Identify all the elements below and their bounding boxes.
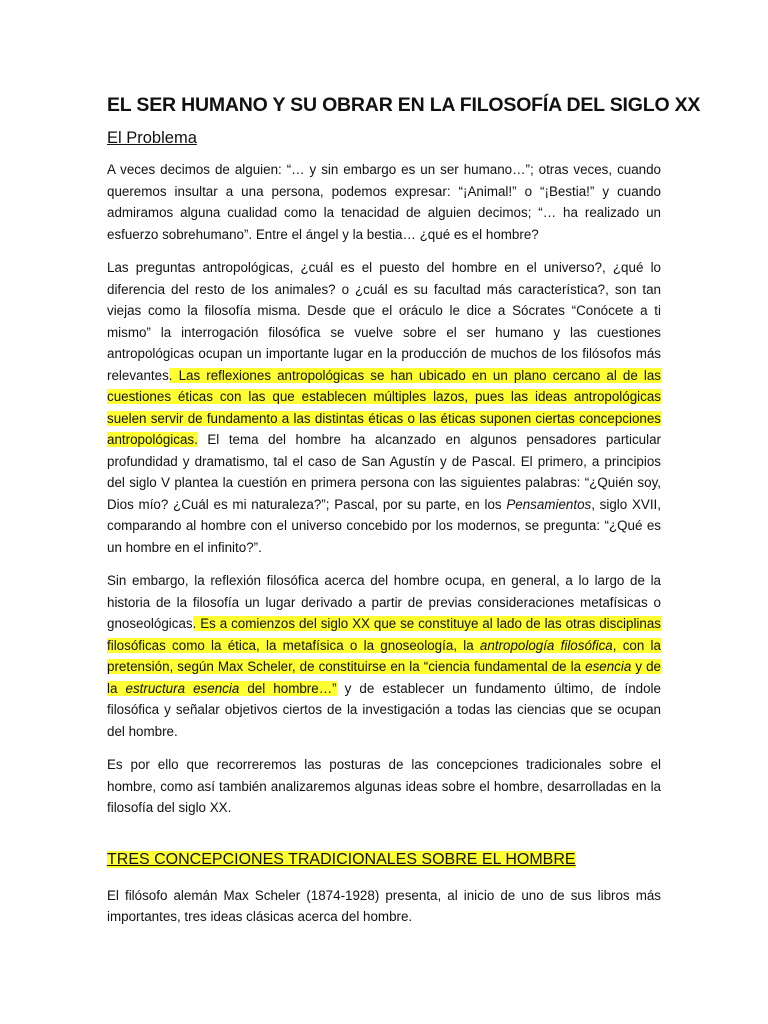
highlighted-text: . Las reflexiones antropológicas se han ubicado en un plano cercano al de las cuestiones éticas con las que establecen múltiples lazos, pues las ideas antropológicas suelen servir de fundamento a las distintas éticas o las éticas suponen ciertas concepciones antropológicas. bbox=[107, 367, 661, 447]
highlight-part: , con la pretensión, según Max Scheler, de constituirse en la “ciencia fundamental de la bbox=[107, 637, 661, 674]
highlight-part: . Es a comienzos del siglo XX que se constituye al lado de las otras disciplinas filosóficas como la ética, la metafísica o la gnoseología, la bbox=[107, 616, 661, 653]
section-subtitle: El Problema bbox=[107, 129, 197, 147]
italic-text: esencia bbox=[585, 659, 632, 674]
paragraph-2 bbox=[107, 257, 661, 558]
italic-text: antropología filosófica bbox=[479, 637, 613, 653]
paragraph-3 bbox=[107, 570, 661, 742]
section-title-text: TRES CONCEPCIONES TRADICIONALES SOBRE EL HOMBRE bbox=[107, 850, 576, 868]
paragraph-1: A veces decimos de alguien: “… y sin embargo es un ser humano…”; otras veces, cuando queremos insultar a una persona, podemos expresar: “¡Animal!” o “¡Bestia!” y cuando admiramos alguna cualidad como la tenacidad de alguien decimos; “… ha realizado un esfuerzo sobrehumano”. Entre el ángel y la bestia… ¿qué es el hombre? bbox=[107, 162, 661, 242]
document-title: EL SER HUMANO Y SU OBRAR EN LA FILOSOFÍA DEL SIGLO XX bbox=[107, 94, 701, 116]
document-page bbox=[107, 92, 701, 928]
paragraph-2-text-c: , siglo XVII, comparando al hombre con el universo concebido por los modernos, se pregunta: “¿Qué es un hombre en el infinito?”. bbox=[107, 496, 661, 555]
paragraph-3-text-a: Sin embargo, la reflexión filosófica acerca del hombre ocupa, en general, a lo largo de la historia de la filosofía un lugar derivado a partir de previas consideraciones metafísicas o gnoseológicas bbox=[107, 573, 661, 631]
highlight-part: y de la bbox=[107, 659, 661, 696]
italic-text: Pensamientos bbox=[506, 496, 592, 512]
highlight-part: del hombre…” bbox=[239, 680, 337, 696]
section-title bbox=[107, 849, 661, 871]
paragraph-4: Es por ello que recorreremos las posturas de las concepciones tradicionales sobre el hombre, como así también analizaremos algunas ideas sobre el hombre, desarrolladas en la filosofía del siglo XX. bbox=[107, 757, 661, 815]
italic-text: estructura esencia bbox=[125, 680, 240, 696]
paragraph-5: El filósofo alemán Max Scheler (1874-1928) presenta, al inicio de uno de sus libros más importantes, tres ideas clásicas acerca del hombre. bbox=[107, 887, 661, 924]
paragraph-2-text-b: El tema del hombre ha alcanzado en algunos pensadores particular profundidad y dramatismo, tal el caso de San Agustín y de Pascal. El primero, a principios del siglo V plantea la cuestión en primera persona con las siguientes palabras: “¿Quién soy, Dios mío? ¿Cuál es mi naturaleza?”; Pascal, por su parte, en los bbox=[107, 432, 661, 512]
paragraph-2-text-a: Las preguntas antropológicas, ¿cuál es el puesto del hombre en el universo?, ¿qué lo diferencia del resto de los animales? o ¿cuál es su facultad más característica?, son tan viejas como la filosofía misma. Desde que el oráculo le dice a Sócrates “Conócete a ti mismo” la interrogación filosófica se vuelve sobre el ser humano y las cuestiones antropológicas ocupan un importante lugar en la producción de muchos de los filósofos más relevantes bbox=[107, 260, 661, 383]
paragraph-3-text-b: y de establecer un fundamento último, de índole filosófica y señalar objetivos ciertos de la investigación a todas las ciencias que se ocupan del hombre. bbox=[107, 680, 661, 739]
